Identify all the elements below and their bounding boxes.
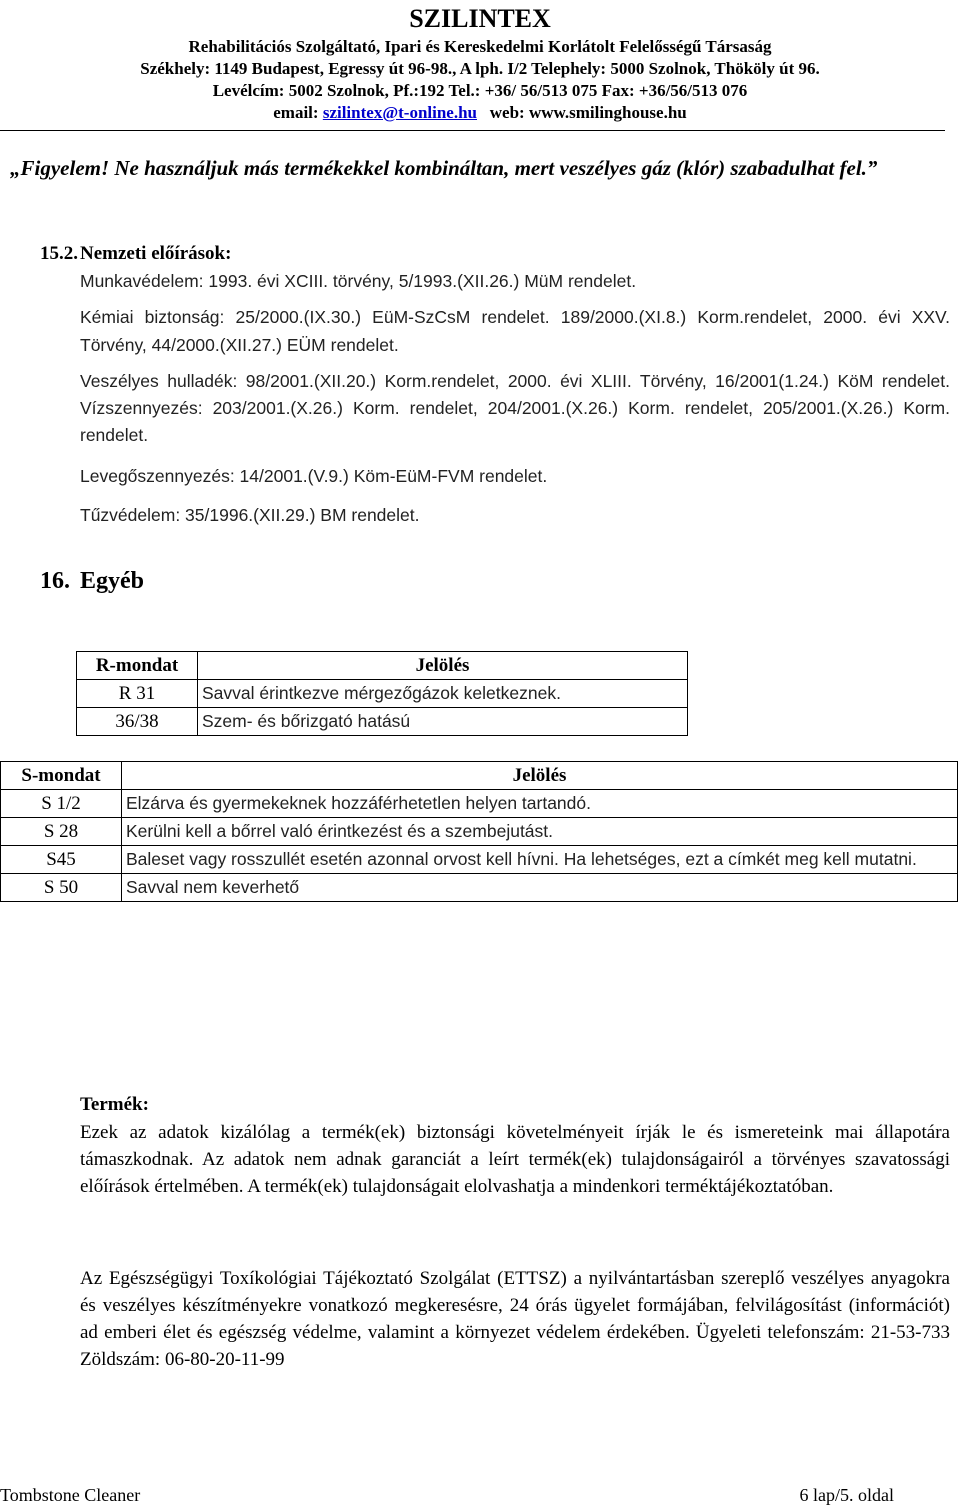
- company-name: SZILINTEX: [409, 4, 551, 33]
- company-contact: Levélcím: 5002 Szolnok, Pf.:192 Tel.: +36/ 56/513 075 Fax: +36/56/513 076: [212, 81, 748, 100]
- s-phrase-code: S 28: [1, 818, 122, 846]
- table-header-row: [1, 762, 958, 790]
- table-row: [1, 818, 958, 846]
- regulation-item-chemical-safety: Kémiai biztonság: 25/2000.(IX.30.) EüM-SzCsM rendelet. 189/2000.(XI.8.) Korm.rendelet, 2000. évi XXV. Törvény, 44/2000.(XII.27.) EÜM rendelet.: [80, 307, 950, 355]
- footer-page-number: 6 lap/5. oldal: [799, 1485, 894, 1505]
- section-16-number: 16.: [40, 568, 70, 594]
- r-phrase-code: R 31: [77, 680, 198, 708]
- table-row: [1, 874, 958, 902]
- section-15-2-title: Nemzeti előírások:: [80, 243, 232, 264]
- s-phrase-text: Savval nem keverhető: [122, 874, 958, 902]
- column-header-s-phrase: S-mondat: [1, 762, 122, 790]
- company-full-name: Rehabilitációs Szolgáltató, Ipari és Kereskedelmi Korlátolt Felelősségű Társaság: [188, 37, 772, 56]
- ettsz-notice-text: Az Egészségügyi Toxíkológiai Tájékoztató Szolgálat (ETTSZ) a nyilvántartásban szereplő veszélyes anyagokra és veszélyes készítményekre vonatkozó megkeresésre, 24 órás ügyelet formájában, felvilágosítást (információt) ad emberi élet és egészség védelme, valamint a környezet védelem érdekében. Ügyeleti telefonszám: 21-53-733 Zöldszám: 06-80-20-11-99: [80, 1268, 950, 1370]
- table-row: [1, 846, 958, 874]
- table-row: [1, 790, 958, 818]
- footer-product-name: Tombstone Cleaner: [0, 1485, 141, 1505]
- regulation-item-work-safety: Munkavédelem: 1993. évi XCIII. törvény, 5/1993.(XII.26.) MüM rendelet.: [80, 271, 637, 291]
- s-phrase-text: Elzárva és gyermekeknek hozzáférhetetlen helyen tartandó.: [122, 790, 958, 818]
- section-15-2-number: 15.2.: [40, 243, 78, 264]
- s-phrase-code: S 50: [1, 874, 122, 902]
- s-phrase-code: S45: [1, 846, 122, 874]
- regulation-item-air-pollution: Levegőszennyezés: 14/2001.(V.9.) Köm-EüM-FVM rendelet.: [80, 466, 548, 486]
- email-link[interactable]: szilintex@t-online.hu: [322, 103, 478, 122]
- r-phrase-code: 36/38: [77, 708, 198, 736]
- column-header-designation: Jelölés: [122, 762, 958, 790]
- product-notice-text: Ezek az adatok kizálólag a termék(ek) biztonsági követelményeit írják le és ismereteink mai állapotára támaszkodnak. Az adatok nem adnak garanciát a leírt termék(ek) tulajdonságairól a törvényes szavatossági előírások értelmében. A termék(ek) tulajdonságait elolvashatja a mindenkori terméktájékoztatóban.: [80, 1122, 950, 1197]
- r-phrase-text: Szem- és bőrizgató hatású: [198, 708, 688, 736]
- r-phrase-text: Savval érintkezve mérgezőgázok keletkeznek.: [198, 680, 688, 708]
- regulation-item-hazardous-waste: Veszélyes hulladék: 98/2001.(XII.20.) Korm.rendelet, 2000. évi XLIII. Törvény, 16/2001(1.24.) KöM rendelet. Vízszennyezés: 203/2001.(X.26.) Korm. rendelet, 204/2001.(X.26.) Korm. rendelet, 205/2001.(X.26.) Korm. rendelet.: [80, 371, 950, 445]
- email-label: email:: [273, 103, 319, 122]
- s-phrase-text: Kerülni kell a bőrrel való érintkezést és a szembejutást.: [122, 818, 958, 846]
- s-phrase-text: Baleset vagy rosszullét esetén azonnal orvost kell hívni. Ha lehetséges, ezt a címkét meg kell mutatni.: [122, 846, 958, 874]
- table-row: [77, 708, 688, 736]
- product-notice-title: Termék:: [80, 1094, 149, 1115]
- warning-text: „Figyelem! Ne használjuk más termékekkel kombináltan, mert veszélyes gáz (klór) szabadulhat fel.”: [10, 156, 878, 180]
- web-address: web: www.smilinghouse.hu: [489, 103, 687, 122]
- column-header-designation: Jelölés: [198, 652, 688, 680]
- header-rule: [0, 130, 945, 131]
- company-address: Székhely: 1149 Budapest, Egressy út 96-98., A lph. I/2 Telephely: 5000 Szolnok, Thököly út 96.: [140, 59, 820, 78]
- s-phrase-table: [0, 761, 958, 902]
- r-phrase-table: [76, 651, 688, 736]
- regulation-item-fire-safety: Tűzvédelem: 35/1996.(XII.29.) BM rendelet.: [80, 505, 420, 525]
- column-header-r-phrase: R-mondat: [77, 652, 198, 680]
- company-online: [0, 103, 960, 123]
- table-header-row: [77, 652, 688, 680]
- s-phrase-code: S 1/2: [1, 790, 122, 818]
- table-row: [77, 680, 688, 708]
- section-16-title: Egyéb: [80, 568, 145, 594]
